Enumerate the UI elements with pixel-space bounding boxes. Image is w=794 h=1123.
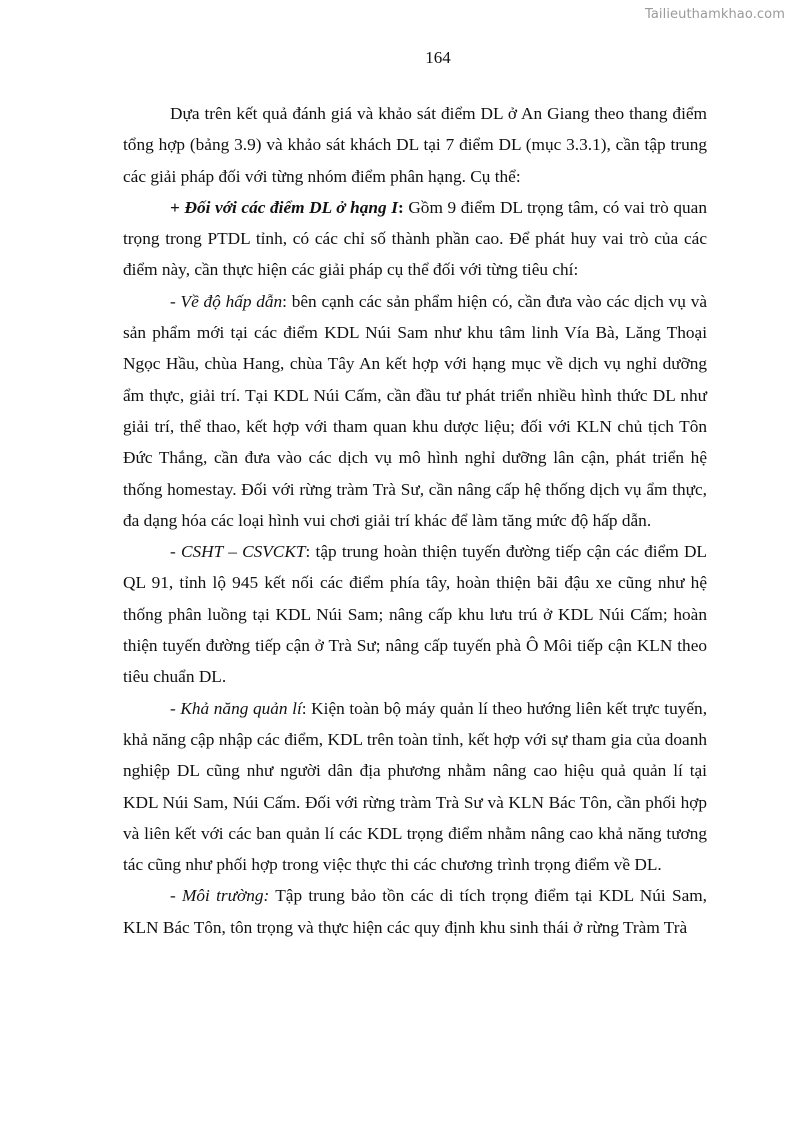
infrastructure-dash: - bbox=[170, 542, 181, 562]
management-paragraph bbox=[123, 693, 707, 881]
attraction-dash: - bbox=[170, 291, 181, 311]
group1-text: Gồm 9 điểm DL trọng tâm, có vai trò quan trọng trong PTDL tỉnh, có các chỉ số thành phần cao. Để phát huy vai trò của các điểm này, cần thực hiện các giải pháp cụ thể đối với từng tiêu chí: bbox=[123, 197, 707, 280]
management-text: : Kiện toàn bộ máy quản lí theo hướng liên kết trực tuyến, khả năng cập nhập các điểm, KDL trên toàn tỉnh, kết hợp với sự tham gia của doanh nghiệp DL cũng như người dân địa phương nhằm nâng cao hiệu quả quản lí tại KDL Núi Sam, Núi Cấm. Đối với rừng tràm Trà Sư và KLN Bác Tôn, cần phối hợp và liên kết với các ban quản lí các KDL trọng điểm nhằm nâng cao khả năng tương tác cũng như phối hợp trong việc thực thi các chương trình trọng điểm về DL. bbox=[123, 698, 708, 875]
management-label: Khả năng quản lí bbox=[180, 698, 302, 718]
attraction-paragraph bbox=[123, 286, 707, 536]
watermark: Tailieuthamkhao.com bbox=[644, 7, 785, 22]
group1-colon: : bbox=[397, 197, 404, 217]
attraction-label: Về độ hấp dẫn bbox=[180, 291, 283, 311]
group1-heading: Đối với các điểm DL ở hạng I bbox=[184, 197, 398, 217]
infrastructure-text: : tập trung hoàn thiện tuyến đường tiếp cận các điểm DL QL 91, tỉnh lộ 945 kết nối các điểm phía tây, hoàn thiện bãi đậu xe cũng như hệ thống phân luồng tại KDL Núi Sam; nâng cấp khu lưu trú ở KDL Núi Cấm; hoàn thiện tuyến đường tiếp cận ở Trà Sư; nâng cấp tuyến phà Ô Môi tiếp cận KLN theo tiêu chuẩn DL. bbox=[123, 542, 707, 687]
intro-text: Dựa trên kết quả đánh giá và khảo sát điểm DL ở An Giang theo thang điểm tổng hợp (bảng 3.9) và khảo sát khách DL tại 7 điểm DL (mục 3.3.1), cần tập trung các giải pháp đối với từng nhóm điểm phân hạng. Cụ thể: bbox=[123, 104, 707, 186]
document-body bbox=[123, 98, 707, 943]
group1-paragraph bbox=[123, 192, 707, 286]
environment-paragraph bbox=[123, 880, 707, 943]
environment-dash: - bbox=[170, 886, 182, 906]
environment-text: Tập trung bảo tồn các di tích trọng điểm tại KDL Núi Sam, KLN Bác Tôn, tôn trọng và thực hiện các quy định khu sinh thái ở rừng Tràm Trà bbox=[123, 886, 707, 937]
page-number: 164 bbox=[425, 48, 451, 67]
bullet-plus: + bbox=[170, 197, 180, 217]
intro-paragraph bbox=[123, 98, 707, 192]
environment-label: Môi trường: bbox=[182, 886, 270, 906]
infrastructure-label: CSHT – CSVCKT bbox=[181, 542, 306, 562]
attraction-text: : bên cạnh các sản phẩm hiện có, cần đưa vào các dịch vụ và sản phẩm mới tại các điểm KDL Núi Sam như khu tâm linh Vía Bà, Lăng Thoại Ngọc Hầu, chùa Hang, chùa Tây An kết hợp với hạng mục về dịch vụ nghỉ dưỡng ẩm thực, giải trí. Tại KDL Núi Cấm, cần đầu tư phát triển nhiều hình thức DL như giải trí, thể thao, kết hợp với tham quan khu dược liệu; đối với KLN chủ tịch Tôn Đức Thắng, cần đưa vào các dịch vụ mô hình nghỉ dưỡng lân cận, phát triển hệ thống homestay. Đối với rừng tràm Trà Sư, cần nâng cấp hệ thống dịch vụ ẩm thực, đa dạng hóa các loại hình vui chơi giải trí khác để làm tăng mức độ hấp dẫn. bbox=[123, 291, 708, 530]
management-dash: - bbox=[170, 698, 181, 718]
infrastructure-paragraph bbox=[123, 536, 707, 692]
